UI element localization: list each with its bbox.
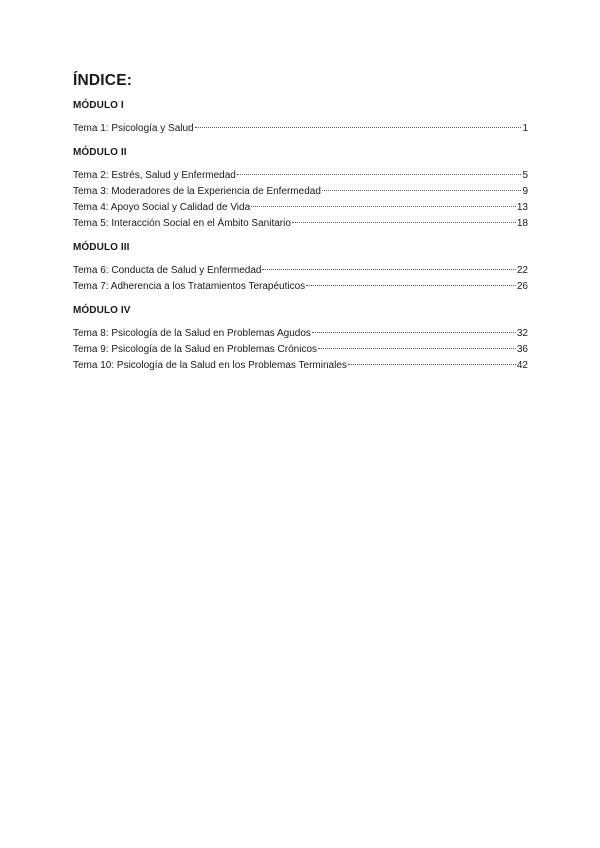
toc-page-number: 18 bbox=[516, 218, 528, 229]
toc-entry-title: Tema 1: Psicología y Salud bbox=[73, 123, 194, 134]
module-title: MÓDULO IV bbox=[73, 305, 131, 316]
toc-entry-title: Tema 7: Adherencia a los Tratamientos Terapéuticos bbox=[73, 281, 306, 292]
dot-leader bbox=[312, 332, 516, 333]
toc-page-number: 9 bbox=[522, 186, 528, 197]
dot-leader bbox=[195, 127, 522, 128]
toc-list bbox=[73, 263, 528, 295]
toc-entry bbox=[73, 342, 528, 358]
module-title: MÓDULO I bbox=[73, 100, 124, 111]
toc-list bbox=[73, 168, 528, 232]
toc-entry bbox=[73, 216, 528, 232]
toc-entry bbox=[73, 358, 528, 374]
toc-entry-title: Tema 9: Psicología de la Salud en Problemas Crónicos bbox=[73, 344, 318, 355]
toc-entry bbox=[73, 121, 528, 137]
module-title: MÓDULO III bbox=[73, 242, 130, 253]
toc-page-number: 5 bbox=[522, 170, 528, 181]
toc-entry-title: Tema 4: Apoyo Social y Calidad de Vida bbox=[73, 202, 251, 213]
module-section-3 bbox=[73, 241, 528, 295]
toc-page-number: 42 bbox=[516, 360, 528, 371]
table-of-contents-page bbox=[73, 70, 528, 374]
dot-leader bbox=[348, 364, 516, 365]
module-section-4 bbox=[73, 304, 528, 374]
toc-entry-title: Tema 10: Psicología de la Salud en los Problemas Terminales bbox=[73, 360, 347, 371]
toc-page-number: 1 bbox=[522, 123, 528, 134]
toc-page-number: 13 bbox=[516, 202, 528, 213]
dot-leader bbox=[322, 190, 522, 191]
toc-entry bbox=[73, 168, 528, 184]
toc-entry-title: Tema 2: Estrés, Salud y Enfermedad bbox=[73, 170, 236, 181]
dot-leader bbox=[237, 174, 522, 175]
toc-entry bbox=[73, 200, 528, 216]
toc-page-number: 26 bbox=[516, 281, 528, 292]
toc-entry bbox=[73, 279, 528, 295]
toc-page-number: 36 bbox=[516, 344, 528, 355]
toc-entry-title: Tema 5: Interacción Social en el Ámbito Sanitario bbox=[73, 218, 291, 229]
dot-leader bbox=[318, 348, 516, 349]
toc-entry bbox=[73, 263, 528, 279]
dot-leader bbox=[251, 206, 516, 207]
page-title: ÍNDICE: bbox=[73, 72, 133, 89]
toc-entry-title: Tema 6: Conducta de Salud y Enfermedad bbox=[73, 265, 262, 276]
toc-list bbox=[73, 121, 528, 137]
module-section-2 bbox=[73, 146, 528, 232]
toc-page-number: 22 bbox=[516, 265, 528, 276]
toc-entry bbox=[73, 184, 528, 200]
toc-entry bbox=[73, 326, 528, 342]
dot-leader bbox=[262, 269, 515, 270]
module-title: MÓDULO II bbox=[73, 147, 127, 158]
toc-page-number: 32 bbox=[516, 328, 528, 339]
toc-entry-title: Tema 3: Moderadores de la Experiencia de Enfermedad bbox=[73, 186, 321, 197]
dot-leader bbox=[306, 285, 516, 286]
toc-list bbox=[73, 326, 528, 374]
module-section-1 bbox=[73, 99, 528, 137]
toc-entry-title: Tema 8: Psicología de la Salud en Problemas Agudos bbox=[73, 328, 311, 339]
dot-leader bbox=[292, 222, 516, 223]
